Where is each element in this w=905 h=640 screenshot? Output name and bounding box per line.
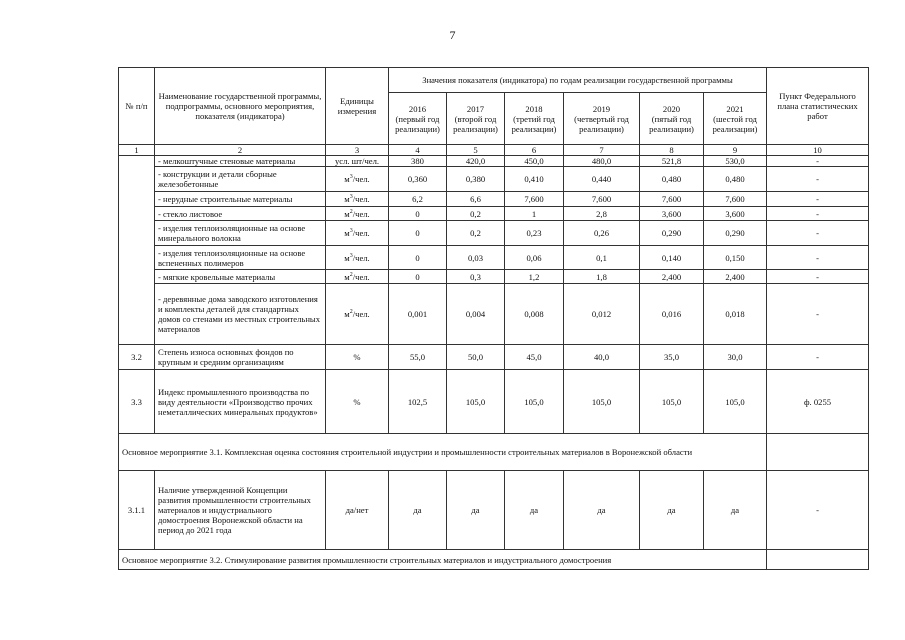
column-number: 9 [704,145,767,156]
row-name: Индекс промышленного производства по виду деятельности «Производство прочих неметаллических минеральных продуктов» [155,370,326,434]
column-number: 7 [564,145,640,156]
table-row [119,192,869,207]
row-unit: $м^3$/чел. [326,221,389,246]
row-value: да [564,471,640,550]
column-number: 5 [447,145,505,156]
row-value: 0 [389,270,447,284]
row-value: 0 [389,246,447,270]
row-value: 2,8 [564,207,640,221]
row-value: да [640,471,704,550]
row-point: - [767,167,869,192]
column-number: 1 [119,145,155,156]
section-title: Основное мероприятие 3.2. Стимулирование развития промышленности строительных материалов и индустриального домостроения [119,550,767,570]
header-values: Значения показателя (индикатора) по годам реализации государственной программы [389,68,767,93]
row-value: 0,016 [640,284,704,345]
row-name: - нерудные строительные материалы [155,192,326,207]
row-value: 6,2 [389,192,447,207]
row-name: - мягкие кровельные материалы [155,270,326,284]
header-name: Наименование государственной программы, подпрограммы, основного мероприятия, показателя (индикатора) [155,68,326,145]
row-value: 0,140 [640,246,704,270]
row-num: 3.2 [119,345,155,370]
header-year: 2016 (первый год реализации) [389,93,447,145]
row-value: 0,2 [447,221,505,246]
row-value: 55,0 [389,345,447,370]
row-value: 0,360 [389,167,447,192]
table-row [119,246,869,270]
row-unit: % [326,345,389,370]
row-unit: $м^3$/чел. [326,192,389,207]
row-point: - [767,156,869,167]
header-point: Пункт Федерального плана статистических работ [767,68,869,145]
row-value: 1 [505,207,564,221]
row-value: 105,0 [640,370,704,434]
row-point: - [767,192,869,207]
header-year: 2021 (шестой год реализации) [704,93,767,145]
row-point: - [767,284,869,345]
row-unit: $м^3$/чел. [326,167,389,192]
row-value: 105,0 [704,370,767,434]
row-name: Степень износа основных фондов по крупным и средним организациям [155,345,326,370]
table-row [119,370,869,434]
row-point: - [767,221,869,246]
row-value: 3,600 [640,207,704,221]
row-value: 7,600 [564,192,640,207]
row-value: 7,600 [704,192,767,207]
row-value: да [704,471,767,550]
row-value: 0,380 [447,167,505,192]
table-row [119,156,869,167]
column-number: 6 [505,145,564,156]
row-point: - [767,207,869,221]
row-point: ф. 0255 [767,370,869,434]
header-year: 2019 (четвертый год реализации) [564,93,640,145]
row-value: 0,001 [389,284,447,345]
row-value: 0,2 [447,207,505,221]
row-value: 521,8 [640,156,704,167]
row-name: - стекло листовое [155,207,326,221]
row-value: да [505,471,564,550]
row-value: 0,004 [447,284,505,345]
column-number: 10 [767,145,869,156]
row-value: 0,150 [704,246,767,270]
row-unit: $м^3$/чел. [326,246,389,270]
row-value: 420,0 [447,156,505,167]
row-value: 0,23 [505,221,564,246]
row-unit: да/нет [326,471,389,550]
column-number: 8 [640,145,704,156]
row-unit: $м^2$/чел. [326,270,389,284]
row-name: - деревянные дома заводского изготовления и комплекты деталей для стандартных домов со стенами из местных строительных материалов [155,284,326,345]
row-value: 0,410 [505,167,564,192]
table-row [119,284,869,345]
row-num [119,156,155,345]
row-value: 530,0 [704,156,767,167]
row-point: - [767,471,869,550]
row-value: 7,600 [640,192,704,207]
row-value: 105,0 [564,370,640,434]
column-number: 4 [389,145,447,156]
row-value: 480,0 [564,156,640,167]
indicators-table [118,67,869,570]
section-point [767,434,869,471]
page-number: 7 [449,28,456,42]
row-value: да [447,471,505,550]
row-value: 2,400 [640,270,704,284]
row-name: - конструкции и детали сборные железобетонные [155,167,326,192]
row-value: 0,290 [704,221,767,246]
row-value: 0,008 [505,284,564,345]
row-value: 0 [389,207,447,221]
row-value: 0,06 [505,246,564,270]
table-row [119,270,869,284]
row-value: 35,0 [640,345,704,370]
section-row [119,550,869,570]
row-point: - [767,246,869,270]
row-value: 0,012 [564,284,640,345]
row-value: 105,0 [505,370,564,434]
row-value: 380 [389,156,447,167]
row-value: 105,0 [447,370,505,434]
section-title: Основное мероприятие 3.1. Комплексная оценка состояния строительной индустрии и промышленности строительных материалов в Воронежской области [119,434,767,471]
row-value: 45,0 [505,345,564,370]
row-value: 1,2 [505,270,564,284]
row-unit: $м^2$/чел. [326,284,389,345]
row-value: 0,290 [640,221,704,246]
row-name: - мелкоштучные стеновые материалы [155,156,326,167]
row-value: 0,26 [564,221,640,246]
header-year: 2018 (третий год реализации) [505,93,564,145]
row-name: Наличие утвержденной Концепции развития промышленности строительных материалов и индустриального домостроения Воронежской области на период до 2021 года [155,471,326,550]
row-point: - [767,270,869,284]
row-unit: усл. шт/чел. [326,156,389,167]
row-point: - [767,345,869,370]
table-row [119,207,869,221]
row-value: 6,6 [447,192,505,207]
row-value: 0,440 [564,167,640,192]
header-year: 2017 (второй год реализации) [447,93,505,145]
row-value: 102,5 [389,370,447,434]
row-num: 3.3 [119,370,155,434]
row-name: - изделия теплоизоляционные на основе вспененных полимеров [155,246,326,270]
row-value: 0,018 [704,284,767,345]
table-row [119,167,869,192]
header-unit: Единицы измерения [326,68,389,145]
table-row [119,221,869,246]
row-unit: $м^2$/чел. [326,207,389,221]
section-row [119,434,869,471]
row-value: 2,400 [704,270,767,284]
row-value: 0,3 [447,270,505,284]
row-value: 7,600 [505,192,564,207]
row-value: 0,480 [704,167,767,192]
section-point [767,550,869,570]
row-value: 450,0 [505,156,564,167]
row-value: 0 [389,221,447,246]
table-row [119,471,869,550]
header-year: 2020 (пятый год реализации) [640,93,704,145]
row-value: 30,0 [704,345,767,370]
row-unit: % [326,370,389,434]
column-number: 2 [155,145,326,156]
row-value: 40,0 [564,345,640,370]
row-value: 0,03 [447,246,505,270]
table-row [119,345,869,370]
row-value: 50,0 [447,345,505,370]
row-value: 1,8 [564,270,640,284]
column-number: 3 [326,145,389,156]
row-num: 3.1.1 [119,471,155,550]
row-value: 0,1 [564,246,640,270]
row-value: 0,480 [640,167,704,192]
row-value: 3,600 [704,207,767,221]
header-num: № п/п [119,68,155,145]
row-name: - изделия теплоизоляционные на основе минерального волокна [155,221,326,246]
row-value: да [389,471,447,550]
